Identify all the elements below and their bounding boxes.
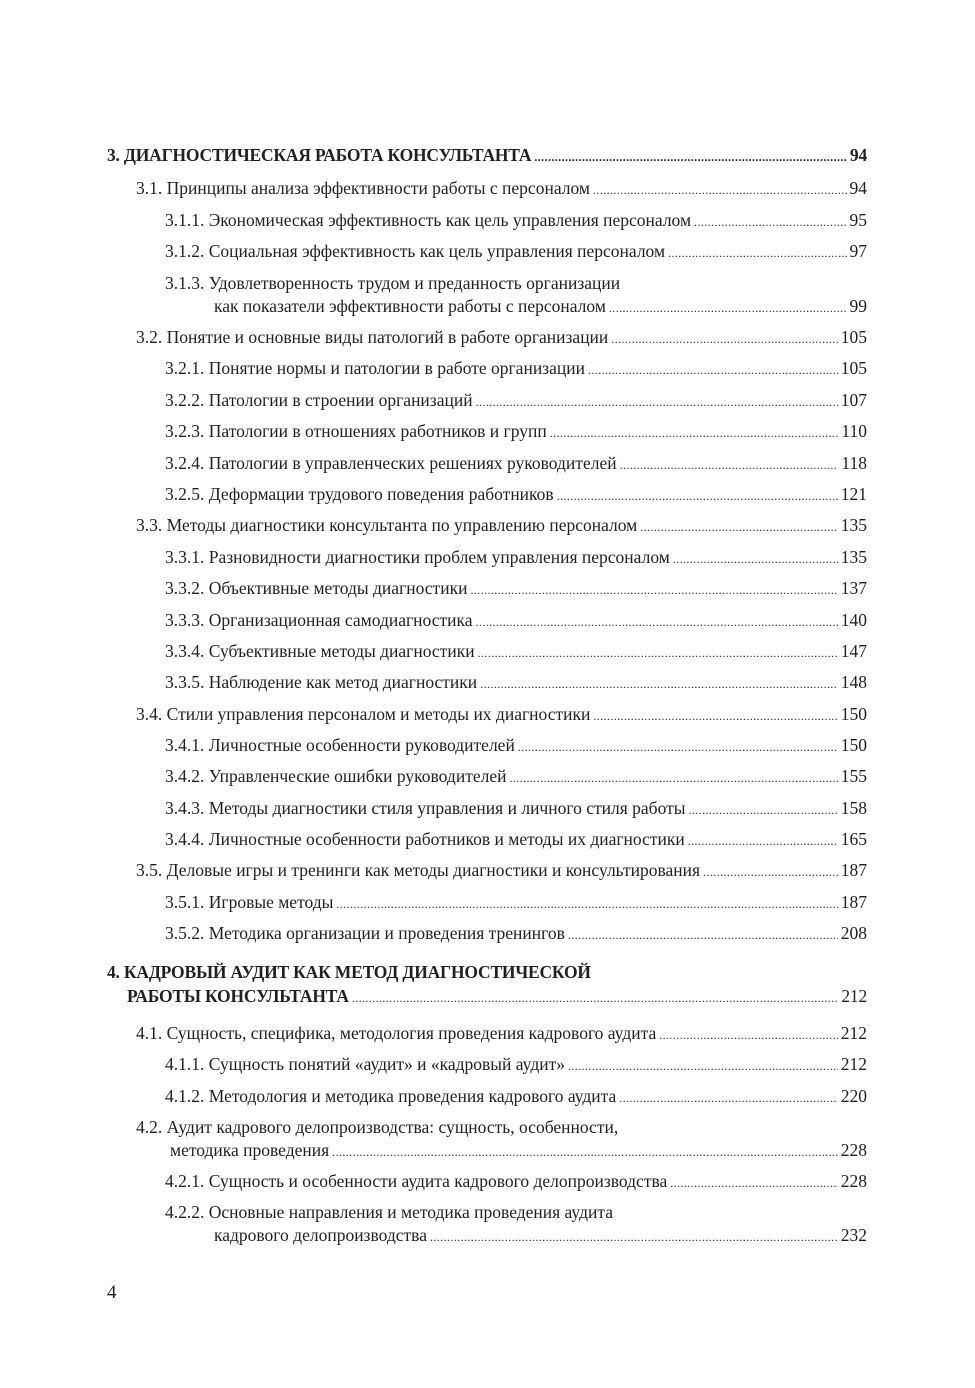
dot-leader (609, 296, 847, 320)
dot-leader (470, 578, 837, 602)
toc-entry-label: 4.1.2. Методология и методика проведения кадрового аудита (165, 1086, 617, 1106)
toc-entry-page: 105 (840, 327, 867, 347)
dot-leader (568, 923, 838, 947)
toc-entry-page: 110 (841, 421, 867, 441)
dot-leader (480, 672, 838, 696)
dot-leader (670, 1171, 837, 1195)
dot-leader (588, 358, 838, 382)
toc-entry-3-1[interactable] (136, 176, 867, 202)
toc-entry-label: 3.5.2. Методика организации и проведения тренингов (165, 923, 565, 943)
dot-leader (352, 986, 839, 1010)
toc-entry-page: 140 (840, 610, 867, 630)
toc-entry-3-3-1[interactable] (165, 545, 867, 571)
toc-entry-4-2-line1[interactable]: 4.2. Аудит кадрового делопроизводства: сущность, особенности, (136, 1117, 619, 1137)
dot-leader (518, 735, 838, 759)
toc-entry-4-2[interactable] (170, 1138, 867, 1164)
toc-entry-page: 150 (840, 704, 867, 724)
toc-entry-3-4-4[interactable] (165, 827, 867, 853)
toc-entry-4-2-1[interactable] (165, 1169, 867, 1195)
dot-leader (688, 829, 838, 853)
toc-entry-label: 4.1.1. Сущность понятий «аудит» и «кадровый аудит» (165, 1054, 565, 1074)
toc-entry-label: 4.1. Сущность, специфика, методология проведения кадрового аудита (136, 1023, 657, 1043)
dot-leader (619, 1086, 837, 1110)
dot-leader (593, 178, 847, 202)
toc-entry-3-1-2[interactable] (165, 239, 867, 265)
toc-entry-page: 118 (841, 453, 867, 473)
toc-entry-chapter-4[interactable] (127, 984, 867, 1010)
toc-entry-label: как показатели эффективности работы с персоналом (214, 296, 606, 316)
dot-leader (534, 145, 847, 169)
toc-entry-label: 3.2.1. Понятие нормы и патологии в работе организации (165, 358, 585, 378)
toc-entry-3-4[interactable] (136, 702, 867, 728)
toc-entry-label: методика проведения (170, 1140, 330, 1160)
toc-entry-page: 135 (840, 515, 867, 535)
dot-leader (703, 860, 838, 884)
toc-entry-label: 3.2. Понятие и основные виды патологий в работе организации (136, 327, 609, 347)
toc-entry-label: 3.3. Методы диагностики консультанта по управлению персоналом (136, 515, 638, 535)
dot-leader (476, 390, 838, 414)
toc-entry-label: 3.3.2. Объективные методы диагностики (165, 578, 468, 598)
toc-entry-page: 208 (840, 923, 867, 943)
toc-entry-label: 3.1. Принципы анализа эффективности работы с персоналом (136, 178, 590, 198)
toc-entry-3-2-4[interactable] (165, 451, 867, 477)
toc-entry-page: 212 (840, 1023, 867, 1043)
toc-entry-page: 220 (840, 1086, 867, 1106)
toc-entry-label: 3. ДИАГНОСТИЧЕСКАЯ РАБОТА КОНСУЛЬТАНТА (107, 145, 532, 165)
toc-entry-page: 158 (840, 798, 867, 818)
toc-entry-3-2-1[interactable] (165, 356, 867, 382)
toc-entry-4-1[interactable] (136, 1021, 867, 1047)
toc-entry-page: 137 (840, 578, 867, 598)
dot-leader (568, 1054, 838, 1078)
toc-entry-label: 3.2.5. Деформации трудового поведения работников (165, 484, 554, 504)
toc-entry-3-3-5[interactable] (165, 670, 867, 696)
toc-entry-3-3-3[interactable] (165, 608, 867, 634)
toc-entry-page: 165 (840, 829, 867, 849)
dot-leader (694, 210, 846, 234)
toc-entry-3-5[interactable] (136, 858, 867, 884)
toc-entry-page: 212 (841, 986, 867, 1006)
toc-entry-3-5-1[interactable] (165, 890, 867, 916)
toc-entry-label: кадрового делопроизводства (214, 1225, 427, 1245)
toc-entry-label: 3.5.1. Игровые методы (165, 892, 334, 912)
dot-leader (332, 1140, 838, 1164)
toc-entry-3-2-3[interactable] (165, 419, 867, 445)
dot-leader (478, 641, 838, 665)
toc-entry-label: 3.2.3. Патологии в отношениях работников и групп (165, 421, 547, 441)
toc-entry-4-1-2[interactable] (165, 1084, 867, 1110)
toc-entry-3-3[interactable] (136, 513, 867, 539)
toc-entry-page: 147 (840, 641, 867, 661)
toc-entry-page: 121 (840, 484, 867, 504)
toc-entry-page: 105 (840, 358, 867, 378)
toc-entry-page: 155 (840, 766, 867, 786)
toc-entry-4-2-2-line1[interactable]: 4.2.2. Основные направления и методика проведения аудита (165, 1202, 613, 1222)
toc-entry-page: 107 (840, 390, 867, 410)
toc-entry-page: 94 (849, 178, 867, 198)
toc-entry-label: 3.1.2. Социальная эффективность как цель управления персоналом (165, 241, 666, 261)
toc-entry-3-4-2[interactable] (165, 764, 867, 790)
toc-entry-page: 228 (840, 1140, 867, 1160)
toc-entry-3-4-1[interactable] (165, 733, 867, 759)
toc-entry-3-1-3-line1[interactable]: 3.1.3. Удовлетворенность трудом и преданность организации (165, 273, 621, 293)
toc-entry-page: 135 (840, 547, 867, 567)
toc-entry-label: 3.2.4. Патологии в управленческих решениях руководителей (165, 453, 617, 473)
toc-entry-3-2-5[interactable] (165, 482, 867, 508)
toc-entry-3-3-4[interactable] (165, 639, 867, 665)
toc-entry-page: 187 (840, 892, 867, 912)
toc-entry-label: 3.4. Стили управления персоналом и методы их диагностики (136, 704, 591, 724)
toc-entry-4-1-1[interactable] (165, 1052, 867, 1078)
dot-leader (611, 327, 837, 351)
toc-entry-label: 3.1.1. Экономическая эффективность как цель управления персоналом (165, 210, 692, 230)
toc-entry-label: 3.4.1. Личностные особенности руководителей (165, 735, 515, 755)
dot-leader (620, 453, 839, 477)
toc-entry-chapter-3[interactable] (107, 143, 867, 169)
toc-entry-page: 187 (840, 860, 867, 880)
toc-entry-page: 94 (849, 145, 867, 165)
dot-leader (640, 515, 838, 539)
toc-entry-3-3-2[interactable] (165, 576, 867, 602)
toc-entry-3-2[interactable] (136, 325, 867, 351)
toc-entry-3-1-1[interactable] (165, 208, 867, 234)
dot-leader (509, 766, 837, 790)
toc-entry-label: 4.2.1. Сущность и особенности аудита кадрового делопроизводства (165, 1171, 668, 1191)
dot-leader (673, 547, 838, 571)
toc-entry-3-5-2[interactable] (165, 921, 867, 947)
toc-entry-label: 3.2.2. Патологии в строении организаций (165, 390, 473, 410)
dot-leader (430, 1225, 838, 1249)
toc-entry-label: 3.3.1. Разновидности диагностики проблем управления персоналом (165, 547, 670, 567)
toc-entry-page: 95 (849, 210, 867, 230)
toc-entry-label: 3.5. Деловые игры и тренинги как методы диагностики и консультирования (136, 860, 701, 880)
toc-entry-label: 3.3.4. Субъективные методы диагностики (165, 641, 475, 661)
toc-entry-label: 3.4.3. Методы диагностики стиля управления и личного стиля работы (165, 798, 686, 818)
dot-leader (557, 484, 838, 508)
toc-entry-page: 212 (840, 1054, 867, 1074)
toc-entry-label: 3.4.2. Управленческие ошибки руководителей (165, 766, 507, 786)
toc-entry-page: 148 (840, 672, 867, 692)
toc-entry-page: 232 (840, 1225, 867, 1245)
toc-entry-page: 228 (840, 1171, 867, 1191)
toc-entry-label: 3.3.3. Организационная самодиагностика (165, 610, 473, 630)
toc-entry-label: 3.4.4. Личностные особенности работников и методы их диагностики (165, 829, 685, 849)
dot-leader (659, 1023, 838, 1047)
dot-leader (668, 241, 846, 265)
toc-entry-page: 99 (849, 296, 867, 316)
toc-entry-label: 3.3.5. Наблюдение как метод диагностики (165, 672, 478, 692)
toc-entry-4-2-2[interactable] (214, 1223, 867, 1249)
dot-leader (689, 798, 838, 822)
toc-entry-3-1-3[interactable] (214, 294, 867, 320)
dot-leader (550, 421, 839, 445)
toc-entry-label: РАБОТЫ КОНСУЛЬТАНТА (127, 986, 349, 1006)
toc-entry-page: 97 (849, 241, 867, 261)
dot-leader (476, 610, 838, 634)
toc-entry-3-4-3[interactable] (165, 796, 867, 822)
toc-entry-page: 150 (840, 735, 867, 755)
toc-entry-3-2-2[interactable] (165, 388, 867, 414)
dot-leader (336, 892, 837, 916)
dot-leader (593, 704, 837, 728)
toc-entry-chapter-4-line1[interactable]: 4. КАДРОВЫЙ АУДИТ КАК МЕТОД ДИАГНОСТИЧЕСКОЙ (107, 962, 591, 982)
page-number: 4 (107, 1282, 117, 1303)
